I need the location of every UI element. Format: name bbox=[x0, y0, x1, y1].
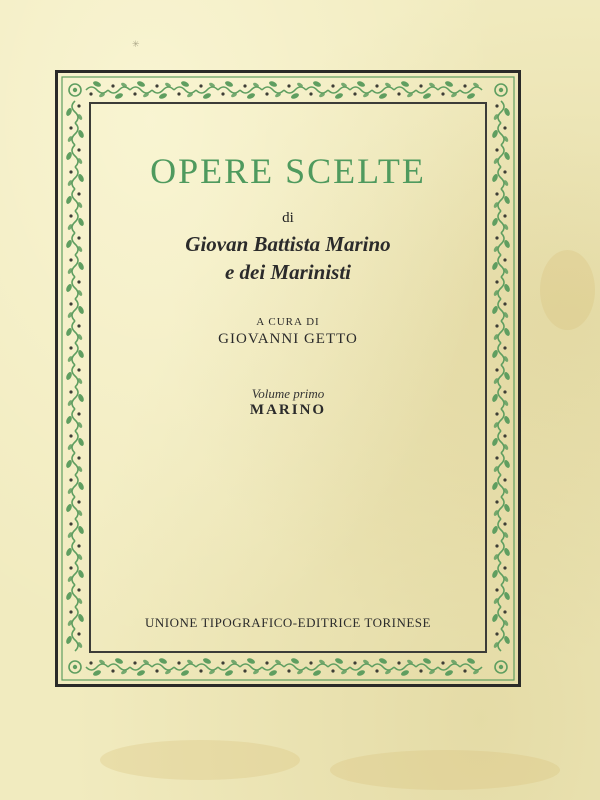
paper-stain bbox=[100, 740, 300, 780]
author-line-1: Giovan Battista Marino bbox=[185, 232, 391, 256]
volume-label: Volume primo bbox=[251, 386, 325, 401]
editor-name: GIOVANNI GETTO bbox=[218, 331, 358, 347]
author-line-2: e dei Marinisti bbox=[224, 260, 351, 284]
pencil-mark: ✳ bbox=[132, 39, 140, 49]
publisher-name: UNIONE TIPOGRAFICO-EDITRICE TORINESE bbox=[145, 615, 431, 630]
paper-stain bbox=[540, 250, 595, 330]
by-preposition: di bbox=[282, 210, 294, 226]
editor-label: A CURA DI bbox=[256, 316, 320, 328]
volume-title: MARINO bbox=[249, 402, 327, 418]
paper-stain bbox=[330, 750, 560, 790]
book-title: OPERE SCELTE bbox=[150, 151, 426, 191]
